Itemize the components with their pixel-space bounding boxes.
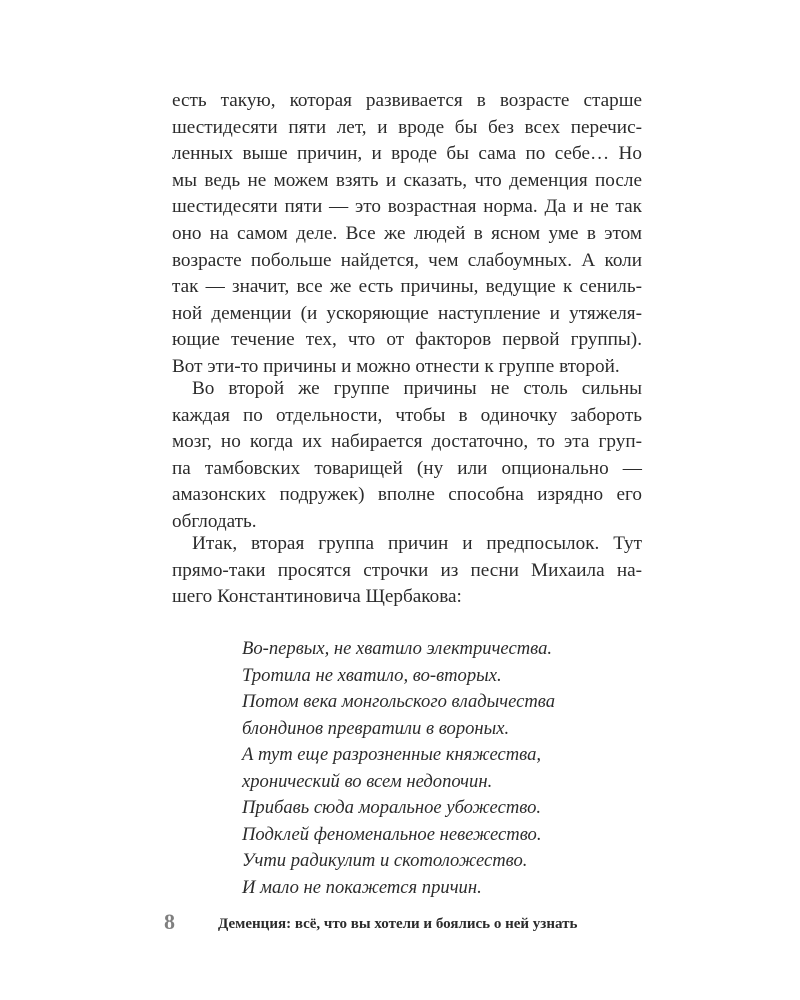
poem-line: Учти радикулит и скотоложество. bbox=[242, 850, 528, 871]
text-line: так — значит, все же есть причины, ведущие к сениль- bbox=[172, 276, 642, 298]
running-footer-title: Деменция: всё, что вы хотели и боялись о ней узнать bbox=[218, 916, 578, 932]
paragraph-3 bbox=[172, 531, 642, 611]
text-line: ленных выше причин, и вроде бы сама по себе… Но bbox=[172, 143, 642, 165]
poem-line: блондинов превратили в вороных. bbox=[242, 717, 510, 739]
poem-quote bbox=[242, 636, 555, 901]
text-line: шестидесяти пяти — это возрастная норма. Да и не так bbox=[172, 196, 642, 218]
text-line: шестидесяти пяти лет, и вроде бы без всех перечис- bbox=[172, 116, 642, 138]
text-line: ющие течение тех, что от факторов первой группы). bbox=[172, 329, 642, 351]
poem-line: А тут еще разрозненные княжества, bbox=[242, 744, 542, 765]
text-line: па тамбовских товарищей (ну или опционально — bbox=[172, 457, 642, 479]
text-line: возрасте побольше найдется, чем слабоумных. А коли bbox=[172, 249, 642, 271]
poem-line: Во-первых, не хватило электричества. bbox=[242, 638, 553, 659]
text-line: амазонских подружек) вполне способна изрядно его bbox=[172, 484, 642, 506]
text-line: есть такую, которая развивается в возрасте старше bbox=[172, 90, 642, 111]
poem-line: И мало не покажется причин. bbox=[242, 876, 482, 898]
text-line: обглодать. bbox=[172, 510, 257, 532]
text-line: мозг, но когда их набирается достаточно, то эта груп- bbox=[172, 431, 642, 453]
text-line: каждая по отдельности, чтобы в одиночку забороть bbox=[172, 404, 642, 426]
text-line: шего Константиновича Щербакова: bbox=[172, 586, 462, 608]
text-line: оно на самом деле. Все же людей в ясном уме в этом bbox=[172, 222, 642, 244]
text-line: ной деменции (и ускоряющие наступление и утяжеля- bbox=[172, 302, 642, 324]
page-number: 8 bbox=[164, 909, 175, 934]
text-line: прямо-таки просятся строчки из песни Михаила на- bbox=[172, 559, 642, 581]
text-line: мы ведь не можем взять и сказать, что деменция после bbox=[172, 169, 642, 191]
poem-line: Потом века монгольского владычества bbox=[242, 691, 556, 712]
poem-line: хронический во всем недопочин. bbox=[242, 770, 493, 792]
text-line: Итак, вторая группа причин и предпосылок. Тут bbox=[192, 533, 642, 554]
poem-line: Прибавь сюда моральное убожество. bbox=[242, 797, 542, 818]
poem-line: Подклей феноменальное невежество. bbox=[242, 823, 542, 845]
paragraph-1 bbox=[172, 88, 642, 381]
text-line: Во второй же группе причины не столь сильны bbox=[192, 378, 642, 399]
paragraph-2 bbox=[172, 376, 642, 536]
poem-line: Тротила не хватило, во-вторых. bbox=[242, 664, 502, 686]
text-line: Вот эти-то причины и можно отнести к группе второй. bbox=[172, 355, 620, 377]
